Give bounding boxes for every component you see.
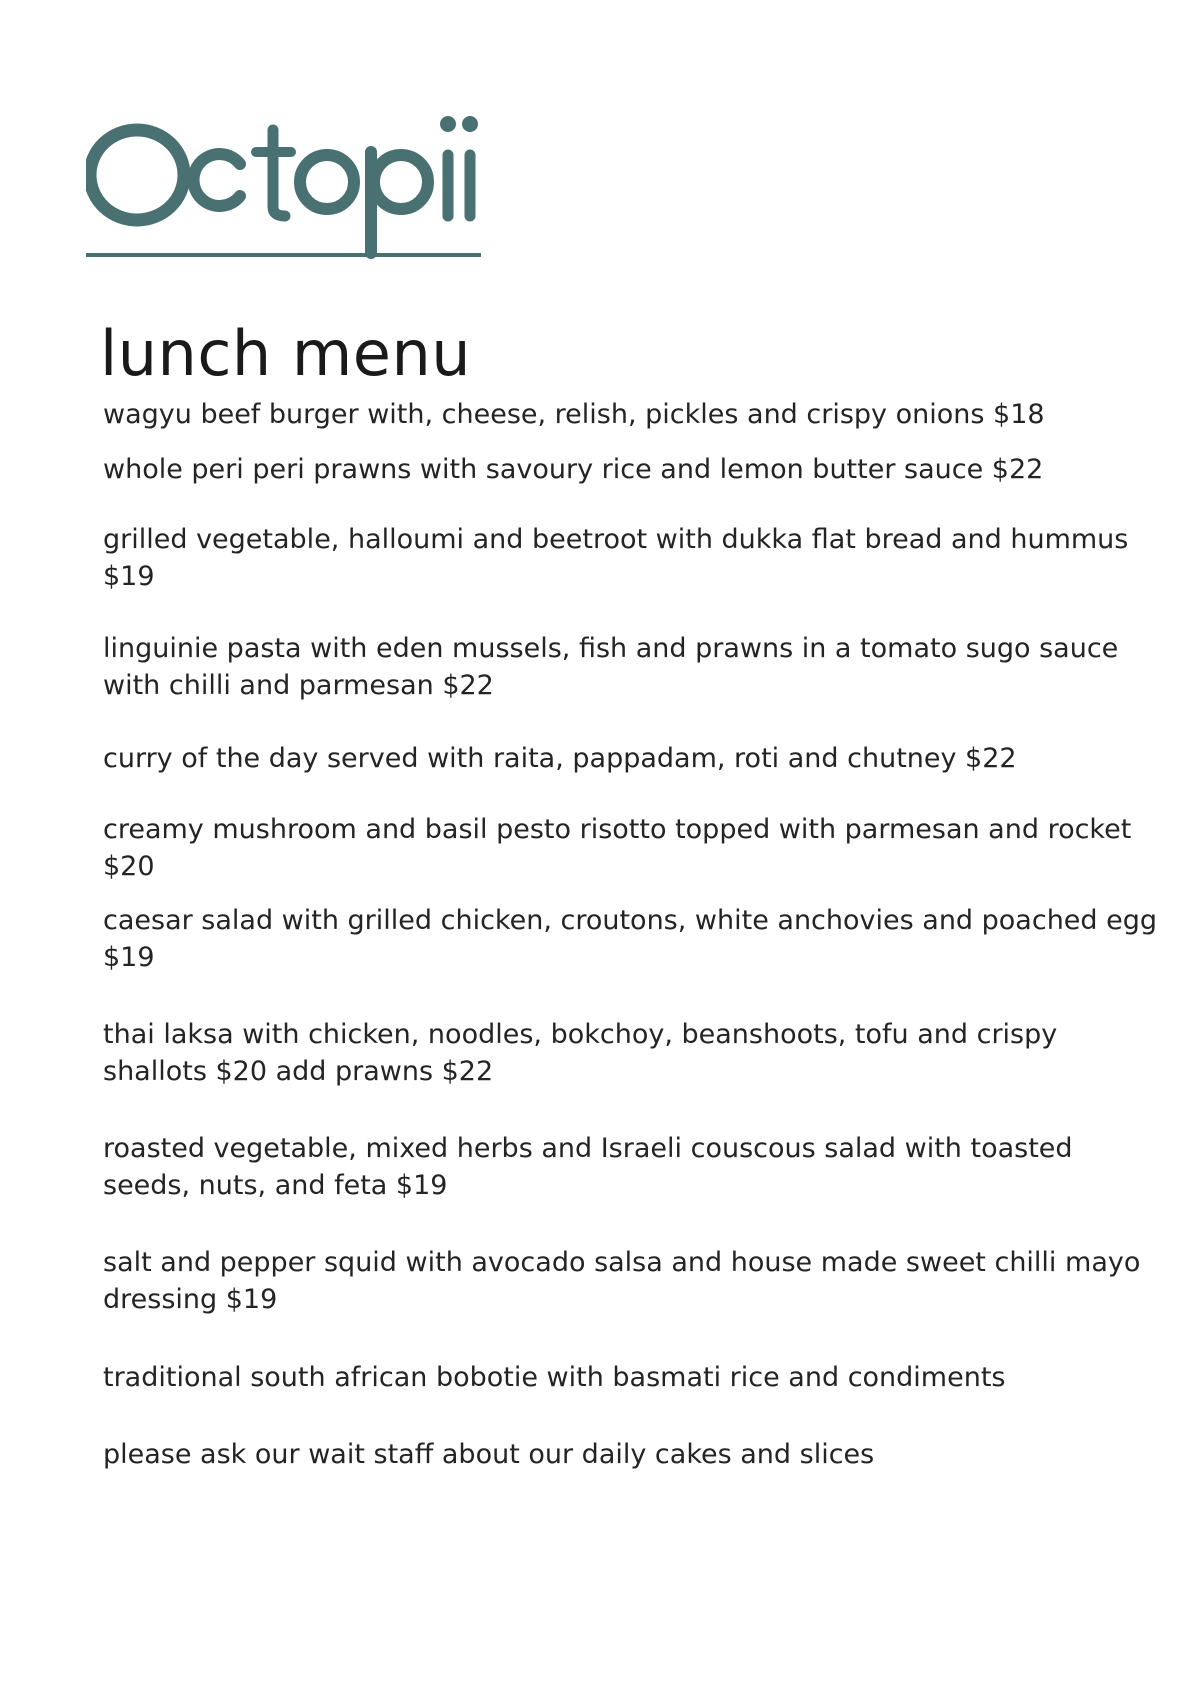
menu-item: curry of the day served with raita, pappadam, roti and chutney $22 [103,743,1017,774]
menu-item: whole peri peri prawns with savoury rice and lemon butter sauce $22 [103,454,1044,485]
menu-item: salt and pepper squid with avocado salsa and house made sweet chilli mayo dressing $19 [103,1247,1141,1315]
menu-item: linguinie pasta with eden mussels, fish and prawns in a tomato sugo sauce with chilli and parmesan $22 [103,633,1119,701]
menu-title: lunch menu [100,317,472,390]
menu-item: traditional south african bobotie with basmati rice and condiments [103,1362,1006,1393]
menu-item: wagyu beef burger with, cheese, relish, pickles and crispy onions $18 [103,399,1045,430]
octopii-logo [86,110,481,260]
menu-item: thai laksa with chicken, noodles, bokchoy, beanshoots, tofu and crispy shallots $20 add prawns $22 [103,1019,1058,1087]
menu-item: roasted vegetable, mixed herbs and Israeli couscous salad with toasted seeds, nuts, and feta $19 [103,1133,1073,1201]
logo-underline [86,253,481,257]
menu-item: please ask our wait staff about our daily cakes and slices [103,1439,875,1470]
menu-item: creamy mushroom and basil pesto risotto topped with parmesan and rocket $20 [103,814,1132,882]
menu-item: caesar salad with grilled chicken, croutons, white anchovies and poached egg $19 [103,905,1158,973]
menu-item: grilled vegetable, halloumi and beetroot with dukka flat bread and hummus $19 [103,524,1129,592]
